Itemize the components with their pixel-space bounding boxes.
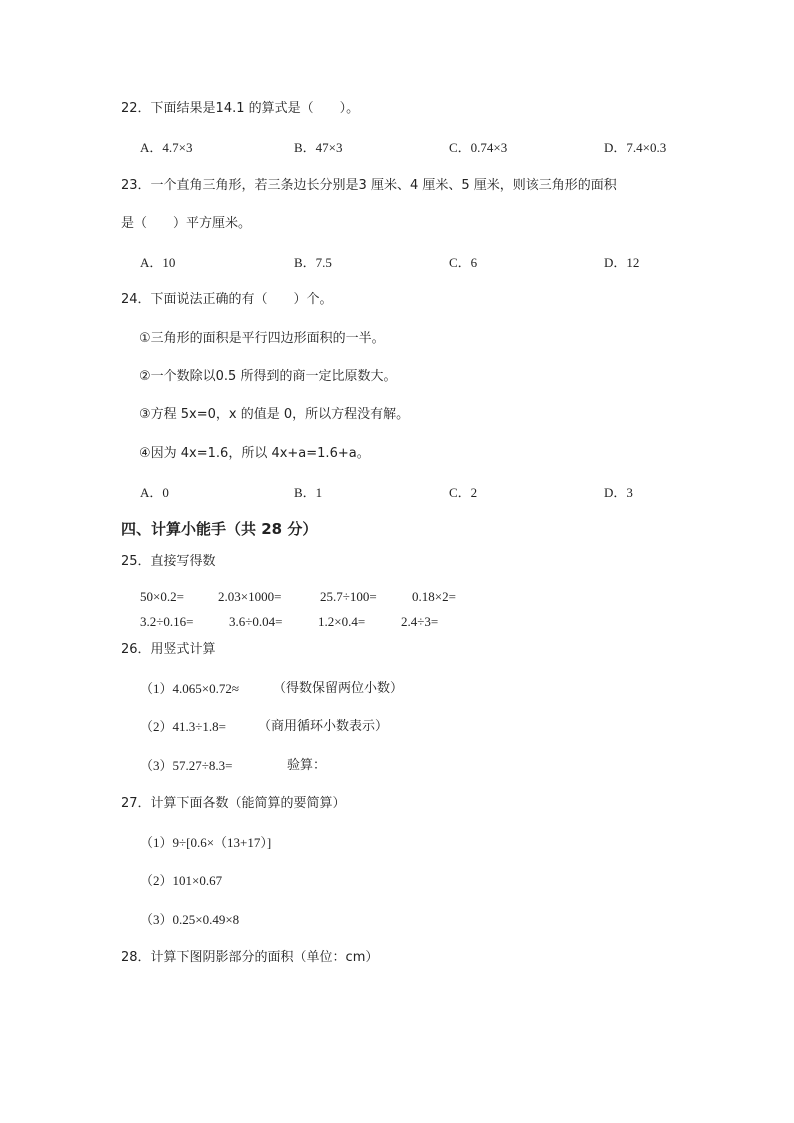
q25-calc: 2.03×1000= [218, 589, 282, 604]
q24-option-d: D．3 [604, 485, 633, 500]
q25-calc: 0.18×2= [412, 589, 456, 604]
q26-item-1-note: （得数保留两位小数） [273, 681, 404, 696]
q27-item-2: （2）101×0.67 [140, 873, 223, 888]
q24-option-c: C．2 [449, 485, 478, 500]
question-25-text: 25．直接写得数 [121, 554, 216, 569]
q25-calc: 50×0.2= [140, 589, 184, 604]
q27-item-3: （3）0.25×0.49×8 [140, 912, 240, 927]
q22-option-c: C．0.74×3 [449, 140, 508, 155]
q24-statement-2: ②一个数除以0.5 所得到的商一定比原数大。 [139, 369, 397, 384]
q26-item-3-note: 验算： [287, 758, 327, 773]
q23-option-c: C．6 [449, 255, 478, 270]
q26-item-1: （1）4.065×0.72≈ [140, 681, 239, 696]
question-27-text: 27．计算下面各数（能简算的要简算） [121, 796, 346, 811]
q24-option-a: A．0 [140, 485, 169, 500]
q24-statement-1: ①三角形的面积是平行四边形面积的一半。 [139, 331, 385, 346]
q24-option-b: B．1 [294, 485, 323, 500]
q27-item-1: （1）9÷[0.6×（13+17）] [140, 835, 272, 850]
q23-option-d: D．12 [604, 255, 640, 270]
q23-option-a: A．10 [140, 255, 176, 270]
q25-calc: 1.2×0.4= [318, 614, 366, 629]
q25-calc: 25.7÷100= [320, 589, 377, 604]
q22-option-a: A．4.7×3 [140, 140, 193, 155]
section-heading: 四、计算小能手（共 28 分） [121, 520, 318, 538]
q26-item-2-note: （商用循环小数表示） [258, 719, 389, 734]
q22-option-b: B．47×3 [294, 140, 343, 155]
q24-statement-3: ③方程 5x=0，x 的值是 0，所以方程没有解。 [139, 407, 410, 422]
question-23-text-cont: 是（ ）平方厘米。 [121, 216, 252, 231]
question-24-text: 24．下面说法正确的有（ ）个。 [121, 292, 333, 307]
question-22-text: 22．下面结果是14.1 的算式是（ ）。 [121, 101, 360, 116]
q24-statement-4: ④因为 4x=1.6，所以 4x+a=1.6+a。 [139, 446, 370, 461]
q22-option-d: D．7.4×0.3 [604, 140, 667, 155]
q25-calc: 3.2÷0.16= [140, 614, 194, 629]
q25-calc: 2.4÷3= [401, 614, 439, 629]
q25-calc: 3.6÷0.04= [229, 614, 283, 629]
question-26-text: 26．用竖式计算 [121, 642, 216, 657]
q23-option-b: B．7.5 [294, 255, 332, 270]
question-23-text: 23．一个直角三角形，若三条边长分别是3 厘米、4 厘米、5 厘米，则该三角形的面积 [121, 178, 617, 193]
q26-item-2: （2）41.3÷1.8= [140, 719, 226, 734]
q26-item-3: （3）57.27÷8.3= [140, 758, 233, 773]
question-28-text: 28．计算下图阴影部分的面积（单位：cm） [121, 950, 379, 965]
